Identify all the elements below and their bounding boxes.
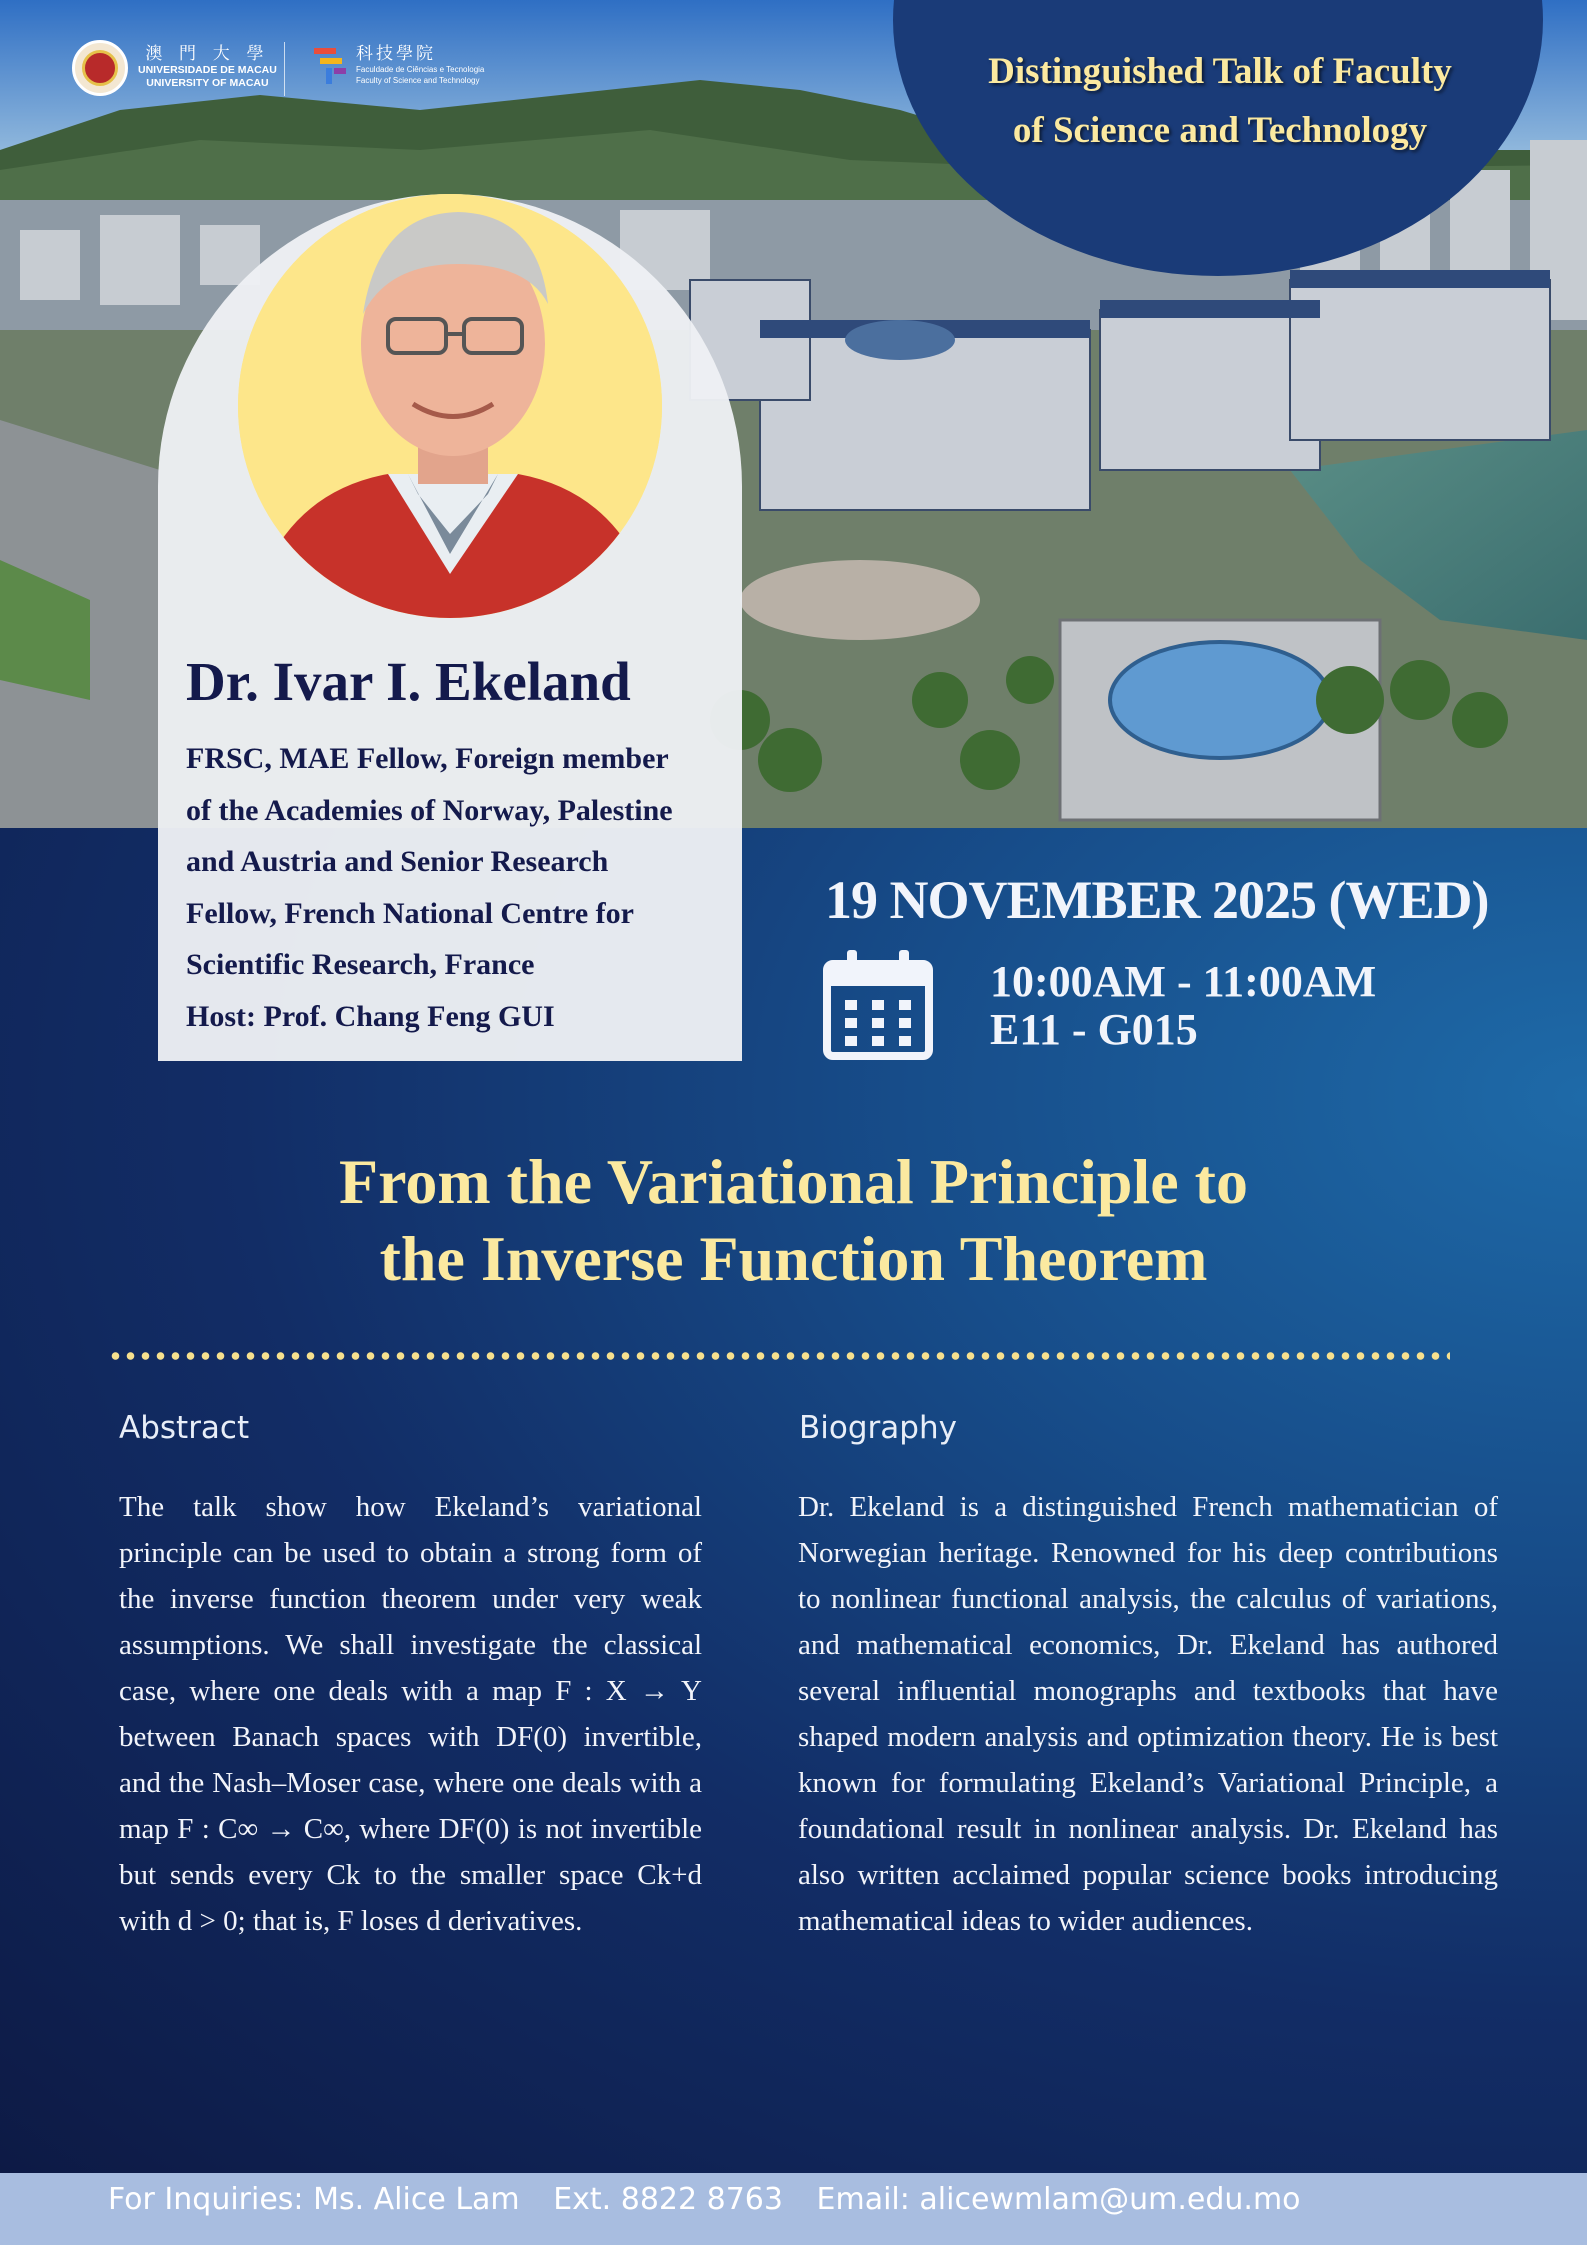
- host-line: Host: Prof. Chang Feng GUI: [186, 999, 555, 1033]
- speaker-credentials-line: Scientific Research, France: [186, 948, 535, 981]
- speaker-credentials: [186, 733, 726, 1042]
- biography-heading: Biography: [799, 1410, 957, 1446]
- abstract-text: The talk show how Ekeland’s variational principle can be used to obtain a strong form of the inverse function theorem under very weak assumptions. We shall investigate the classical case, where one deals with a map F : X → Y between Banach spaces with DF(0) invertible, and the Nash–Moser case, where one deals with a map F : C∞ → C∞, where DF(0) is not invertible but sends every Ck to the smaller space Ck+d with d > 0; that is, F loses d derivatives.: [119, 1491, 702, 1937]
- email-link[interactable]: Email: alicewmlam@um.edu.mo: [816, 2182, 1301, 2217]
- event-date: 19 NOVEMBER 2025 (WED): [825, 870, 1489, 930]
- talk-title: [100, 1143, 1487, 1297]
- phone-extension: Ext. 8822 8763: [553, 2182, 783, 2217]
- footer-contact: [108, 2180, 1325, 2220]
- speaker-credentials-line: of the Academies of Norway, Palestine: [186, 793, 673, 827]
- university-of-macau-wordmark: 澳 門 大 學 UNIVERSIDADE DE MACAU UNIVERSITY OF MACAU: [138, 44, 277, 89]
- speaker-credentials-line: FRSC, MAE Fellow, Foreign member: [186, 742, 669, 775]
- speaker-name: Dr. Ivar I. Ekeland: [186, 651, 631, 712]
- fst-logo-icon: [312, 46, 348, 86]
- talk-title-line: From the Variational Principle to: [339, 1146, 1248, 1217]
- biography-text: Dr. Ekeland is a distinguished French mathematician of Norwegian heritage. Renowned for his deep contributions to nonlinear functional analysis, the calculus of variations, and mathematical economics, Dr. Ekeland has authored several influential monographs and textbooks that have shaped modern analysis and optimization theory. He is best known for formulating Ekeland’s Variational Principle, a foundational result in nonlinear analysis. Dr. Ekeland has also written acclaimed popular science books introducing mathematical ideas to wider audiences.: [798, 1491, 1498, 1937]
- speaker-credentials-line: and Austria and Senior Research: [186, 845, 609, 878]
- series-title: Distinguished Talk of Faculty of Science and Technology: [988, 51, 1452, 151]
- speaker-photo: [238, 194, 662, 618]
- logo-divider: [284, 42, 285, 96]
- fst-wordmark: 科技學院 Faculdade de Ciências e Tecnologia Faculty of Science and Technology: [356, 44, 485, 85]
- dotted-divider: [108, 1349, 1450, 1363]
- abstract-heading: Abstract: [119, 1410, 250, 1446]
- event-time: 10:00AM - 11:00AM: [990, 957, 1377, 1006]
- university-of-macau-logo: [72, 40, 128, 96]
- speaker-credentials-line: Fellow, French National Centre for: [186, 896, 634, 930]
- inquiries-contact: For Inquiries: Ms. Alice Lam: [108, 2182, 520, 2217]
- event-venue: E11 - G015: [990, 1005, 1198, 1054]
- calendar-icon: [823, 948, 933, 1060]
- talk-title-line: the Inverse Function Theorem: [379, 1223, 1208, 1294]
